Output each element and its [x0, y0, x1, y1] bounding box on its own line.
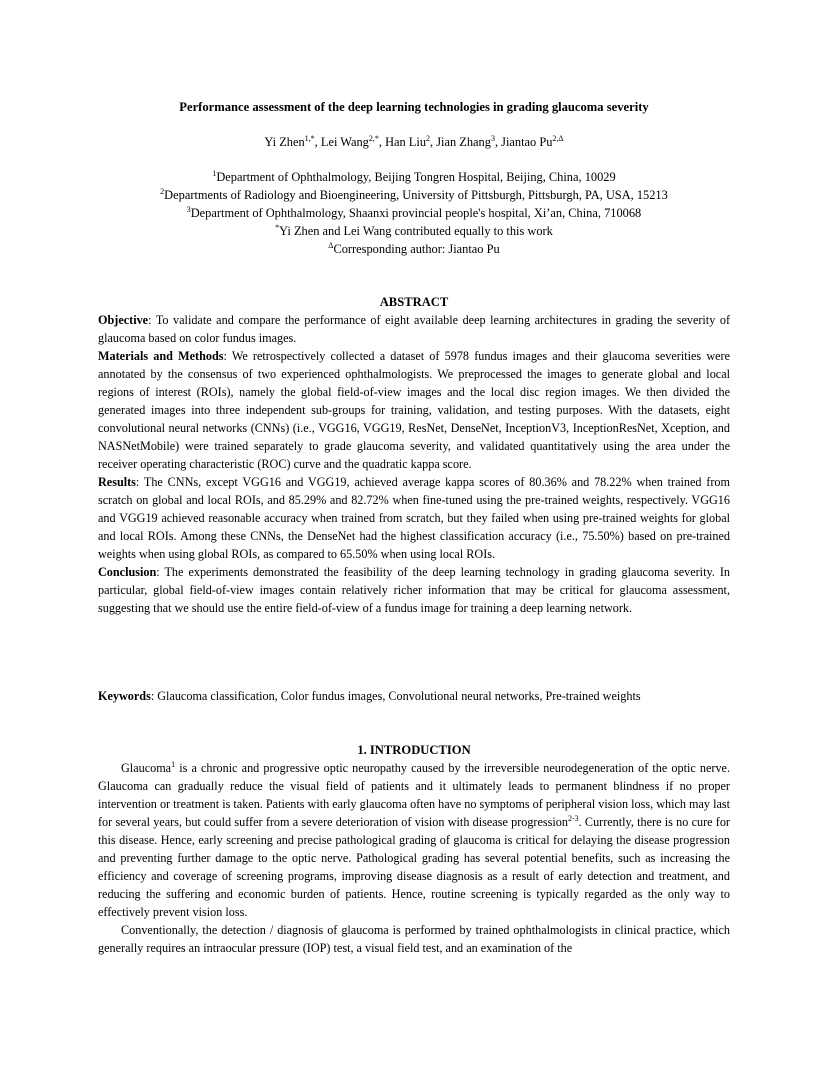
intro-text: . Currently, there is no cure for this disease. Hence, early screening and precise pathological grading of glaucoma is critical for delaying the disease progression and preventing further damage to the optic nerve. Pathological grading has several potential benefits, such as increasing the efficiency and coverage of screening programs, improving disease diagnosis as a result of early detection and treatment, and reducing the suffering and economic burden of patients. Hence, routine screening is typically regarded as the only way to effectively prevent vision loss.	[98, 815, 730, 919]
conclusion-label: Conclusion	[98, 565, 157, 579]
abstract-methods	[98, 347, 730, 473]
abstract-results	[98, 473, 730, 563]
methods-text: : We retrospectively collected a dataset of 5978 fundus images and their glaucoma severities were annotated by the consensus of two experienced ophthalmologists. We preprocessed the images to generate global and local regions of interest (ROIs), namely the global field-of-view images and the local disc region images. We then divided the generated images into three independent sub-groups for training, validation, and testing purposes. With the datasets, eight convolutional neural networks (CNNs) (i.e., VGG16, VGG19, ResNet, DenseNet, InceptionV3, InceptionResNet, Xception, and NASNetMobile) were trained separately to grade glaucoma severity, and validated quantitatively using the area under the receiver operating characteristic (ROC) curve and the quadratic kappa score.	[98, 349, 730, 471]
methods-label: Materials and Methods	[98, 349, 224, 363]
intro-text: Glaucoma	[121, 761, 172, 775]
affiliation-line	[0, 168, 828, 186]
affiliation-text: Department of Ophthalmology, Shaanxi provincial people's hospital, Xi’an, China, 710068	[190, 206, 642, 220]
affiliation-text: Yi Zhen and Lei Wang contributed equally to this work	[279, 224, 553, 238]
affiliation-list	[0, 168, 828, 258]
citation-mark: 2-3	[567, 814, 579, 823]
abstract-conclusion	[98, 563, 730, 617]
objective-label: Objective	[98, 313, 149, 327]
results-label: Results	[98, 475, 136, 489]
author-name: Han Liu	[385, 135, 427, 149]
affiliation-mark: *	[275, 223, 280, 232]
intro-text: is a chronic and progressive optic neuropathy caused by the irreversible neurodegeneration of the optic nerve. Glaucoma can gradually reduce the visual field of patients and it ultimately leads to permanent blindness if no proper intervention or treatment is taken. Patients with early glaucoma often have no symptoms of peripheral vision loss, which may last for several years, but could suffer from a severe deterioration of vision with disease progression	[98, 761, 730, 829]
affiliation-mark: 1	[212, 169, 217, 178]
affiliation-text: Corresponding author: Jiantao Pu	[333, 242, 500, 256]
keywords-label: Keywords	[98, 689, 151, 703]
keywords-line	[98, 687, 730, 705]
results-text: : The CNNs, except VGG16 and VGG19, achieved average kappa scores of 80.36% and 78.22% when trained from scratch on global and local ROIs, and 85.29% and 82.72% when fine-tuned using the pre-trained weights, respectively. VGG16 and VGG19 achieved reasonable accuracy when trained from scratch, but they failed when using pre-trained weights for global and local ROIs. Among these CNNs, the DenseNet had the highest classification accuracy (i.e., 75.50%) based on pre-trained weights when using global ROIs, as compared to 65.50% when using local ROIs.	[98, 475, 730, 561]
abstract-objective	[98, 311, 730, 347]
author-name: Yi Zhen	[264, 135, 305, 149]
author-list: Yi Zhen$^{1,*}$, Lei Wang$^{2,*}$, Han Liu$^2$, Jian Zhang$^3$, Jiantao $Pu^{2,\Delta}$	[264, 134, 564, 149]
author-name: Jian Zhang	[436, 135, 491, 149]
author-affil-mark: 2,Δ	[552, 134, 564, 143]
affiliation-text: Department of Ophthalmology, Beijing Tongren Hospital, Beijing, China, 10029	[216, 170, 616, 184]
intro-paragraph-2: Conventionally, the detection / diagnosis of glaucoma is performed by trained ophthalmologists in clinical practice, which generally requires an intraocular pressure (IOP) test, a visual field test, and an examination of the	[98, 923, 730, 955]
affiliation-mark: 3	[186, 205, 191, 214]
affiliation-line	[0, 204, 828, 222]
affiliation-text: Departments of Radiology and Bioengineering, University of Pittsburgh, Pittsburgh, PA, USA, 15213	[164, 188, 668, 202]
introduction-heading: 1. INTRODUCTION	[357, 743, 471, 757]
citation-mark: 1	[171, 760, 176, 769]
affiliation-line	[0, 222, 828, 240]
abstract-heading: ABSTRACT	[379, 295, 449, 309]
abstract-body	[98, 311, 730, 617]
introduction-body	[98, 759, 730, 957]
author-affil-mark: 3	[490, 134, 495, 143]
keywords-text: : Glaucoma classification, Color fundus images, Convolutional neural networks, Pre-trained weights	[150, 689, 641, 703]
affiliation-line	[0, 240, 828, 258]
conclusion-text: : The experiments demonstrated the feasibility of the deep learning technology in grading glaucoma severity. In particular, global field-of-view images contain relatively richer information that may be critical for glaucoma assessment, suggesting that we should use the entire field-of-view of a fundus image for training a deep learning network.	[98, 565, 730, 615]
paper-title: Performance assessment of the deep learning technologies in grading glaucoma severity	[179, 100, 649, 114]
author-affil-mark: 2,*	[368, 134, 379, 143]
author-affil-mark: 1,*	[304, 134, 315, 143]
author-name: Jiantao Pu	[501, 135, 553, 149]
affiliation-mark: Δ	[328, 241, 334, 250]
intro-paragraph-1	[98, 759, 730, 921]
author-affil-mark: 2	[426, 134, 431, 143]
objective-text: : To validate and compare the performance of eight available deep learning architectures in grading the severity of glaucoma based on color fundus images.	[98, 313, 730, 345]
affiliation-mark: 2	[160, 187, 165, 196]
author-name: Lei Wang	[320, 135, 369, 149]
affiliation-line	[0, 186, 828, 204]
